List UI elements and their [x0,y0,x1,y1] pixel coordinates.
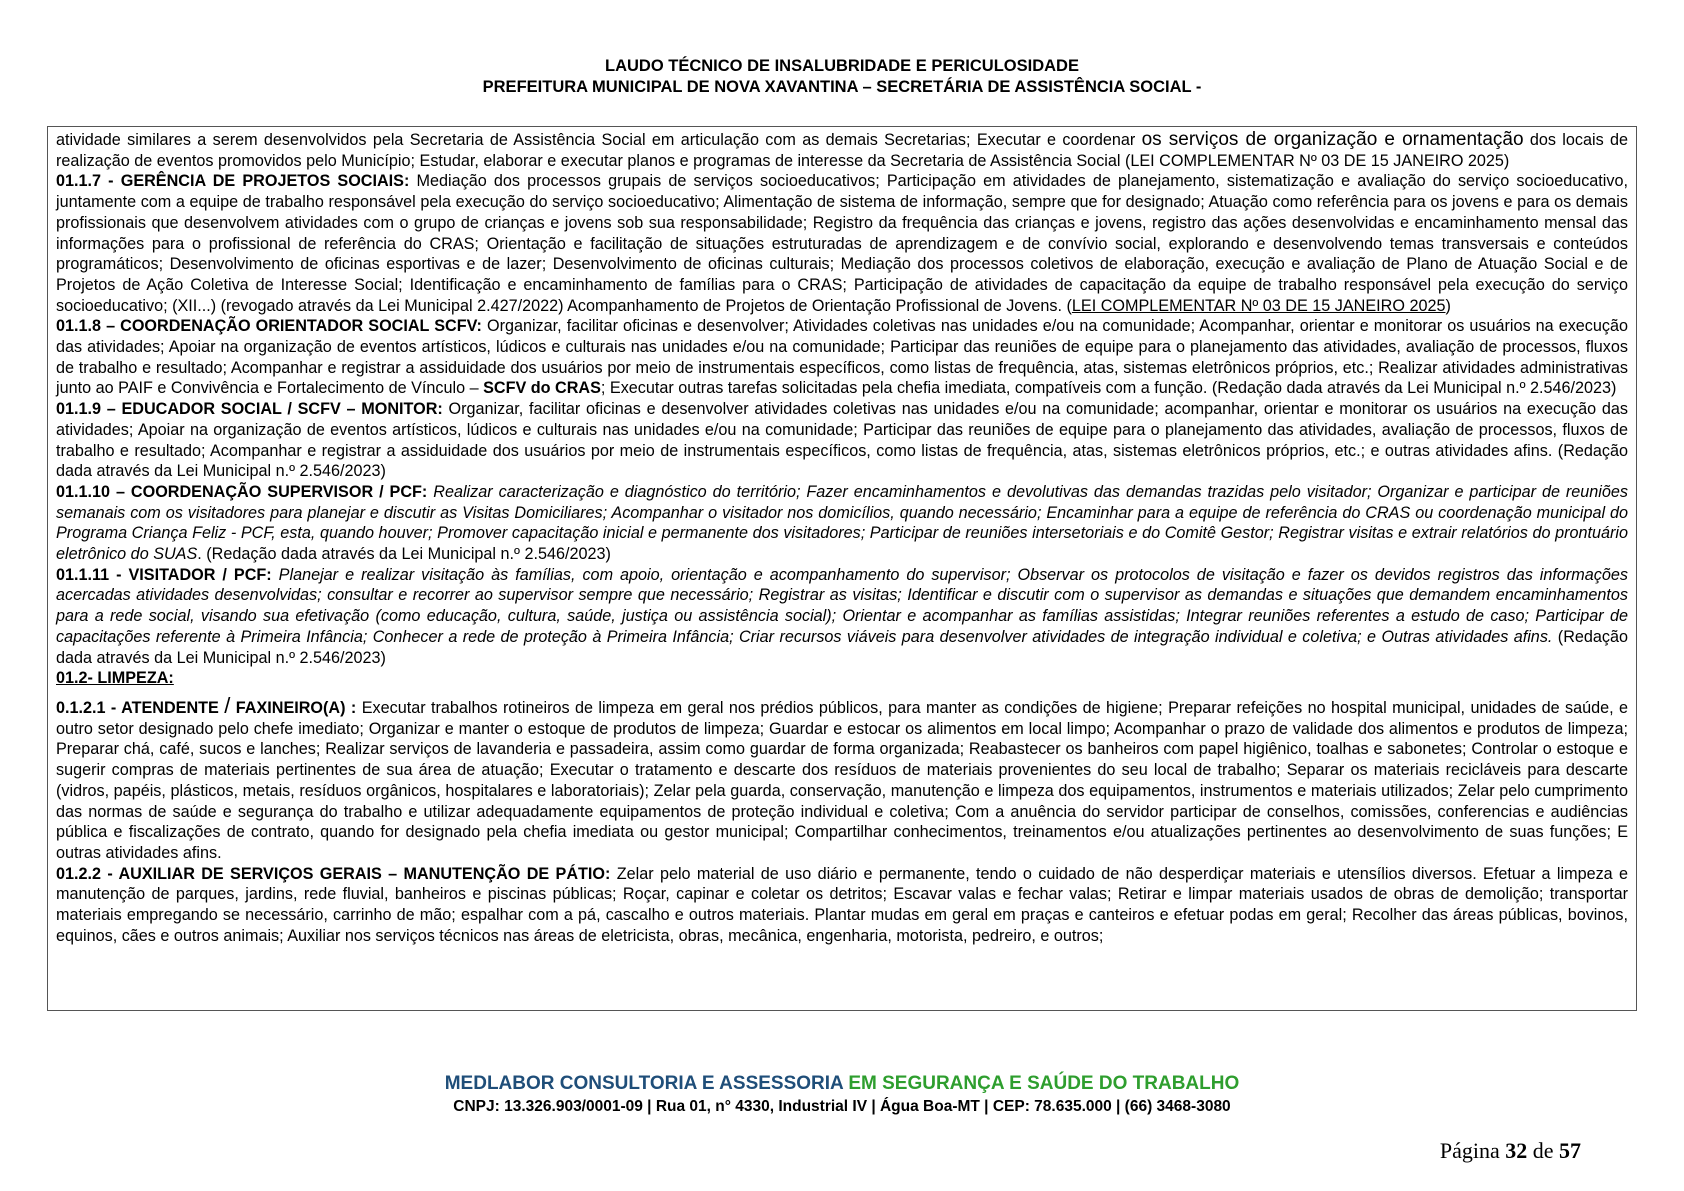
section-label: FAXINEIRO( [230,698,329,717]
section-01-2-2 [56,864,1628,947]
section-italic-text: Planejar e realizar visitação às famílias, com apoio, orientação e acompanhamento do supervisor; Observar os protocolos de visitação e fazer os devidos registros das informações acercadas atividades desenvolvidas; consultar e recorrer ao supervisor sempre que necessário; Registrar as visitas; Identificar e discutir com o supervisor as demandas e situações que demandem encaminhamentos para a rede social, visando sua efetivação (como educação, cultura, saúde, justiça ou assistência social); Orientar e acompanhar as famílias assistidas; Integrar reuniões referentes a estudo de caso; Participar de capacitações referente à Primeira Infância; Conhecer a rede de proteção à Primeira Infância; Criar recursos viáveis para desenvolver atividades de integração individual e coletiva; e Outras atividades afins. [56,565,1628,646]
section-text: Organizar, facilitar oficinas e desenvolver atividades coletivas nas unidades e/ou na comunidade; acompanhar, orientar e monitorar os usuários na execução das atividades; Apoiar na organização de eventos artísticos, lúdicos e culturais nas unidades e/ou na comunidade; Participar das reuniões de equipe para o planejamento das atividades, avaliação de processos, fluxos de trabalho e resultado; Acompanhar e registrar a assiduidade dos usuários por meio de instrumentais específicos, como listas de frequência, atas, sistemas eletrônicos próprios, etc.; e outras atividades afins. (Redação dada através da Lei Municipal n.º 2.546/2023) [56,400,1628,481]
section-text: Organizar, facilitar oficinas e desenvolver; Atividades coletivas nas unidades e/ou na comunidade; Acompanhar, orientar e monitorar os usuários na execução das atividades; Apoiar na organização de eventos artísticos, lúdicos e culturais nas unidades e/ou na comunidade; Participar das reuniões de equipe para o planejamento das atividades, avaliação de processos, fluxos de trabalho e resultado; Acompanhar e registrar a assiduidade dos usuários por meio de instrumentais específicos, como listas de frequência, atas, sistemas eletrônicos próprios, etc.; Realizar atividades administrativas junto ao PAIF e Convivência e Fortalecimento de Vínculo – [56,317,1628,398]
content-box [47,126,1637,1011]
section-text-end: ; Executar outras tarefas solicitadas pela chefia imediata, compatíveis com a função. (Redação dada através da Lei Municipal n.º 2.546/2023) [600,379,1617,398]
page-label: Página [1439,1138,1506,1163]
intro-text-large: os serviços de organização e ornamentação [1141,129,1524,150]
section-label: 01.1.11 - VISITADOR / PCF: [56,565,272,584]
company-name [0,1072,1684,1096]
document-header [0,56,1684,98]
section-01-1-11 [56,565,1628,669]
section-01-1-10 [56,482,1628,565]
section-01-1-7 [56,171,1628,316]
section-label: 0.1.2.1 - ATENDENTE [56,698,225,717]
section-heading-limpeza: 01.2- LIMPEZA: [56,669,174,688]
page-number [1440,1138,1581,1164]
report-title: LAUDO TÉCNICO DE INSALUBRIDADE E PERICULOSIDADE [605,57,1079,75]
section-text-end: ) [1445,296,1451,315]
document-footer [0,1072,1684,1118]
section-text: Executar trabalhos rotineiros de limpeza em geral nos prédios públicos, para manter as condições de higiene; Preparar refeições no hospital municipal, unidades de saúde, e outro setor designado pelo chefe imediato; Organizar e manter o estoque de produtos de limpeza; Guardar e estocar os alimentos em local limpo; Acompanhar o prazo de validade dos alimentos e produtos de limpeza; Preparar chá, café, sucos e lanches; Realizar serviços de lavanderia e passadeira, assim como guardar de forma organizada; Reabastecer os banheiros com papel higiênico, toalhas e sabonetes; Controlar o estoque e sugerir compras de materiais pertinentes de sua área de atuação; Executar o tratamento e descarte dos resíduos de materiais provenientes do seu local de trabalho; Separar os materiais recicláveis para descarte (vidros, papéis, plásticos, metais, resíduos orgânicos, hospitalares e laboratoriais); Zelar pela guarda, conservação, manutenção e limpeza dos equipamentos, instrumentos e materiais utilizados; Zelar pelo cumprimento das normas de saúde e segurança do trabalho e utilizar adequadamente equipamentos de proteção individual e coletiva; Com a anuência do servidor participar de conselhos, comissões, conferencias e audiências pública e fiscalizações de contrato, quando for designado pela chefia imediata ou gestor municipal; Compartilhar conhecimentos, treinamentos e/ou atualizações pertinentes ao desenvolvimento de suas funções; E outras atividades afins. [56,698,1628,862]
section-bold-text: SCFV do CRAS [483,379,601,398]
section-text-end: (Redação dada através da Lei Municipal n.º 2.546/2023) [56,627,1628,667]
section-text: Mediação dos processos grupais de serviços socioeducativos; Participação em atividades de planejamento, sistematização e avaliação do serviço socioeducativo, juntamente com a equipe de trabalho responsável pela execução do serviço socioeducativo; Alimentação de sistema de informação, sempre que for designado; Atuação como referência para os jovens e para os demais profissionais que desenvolvem atividades com o grupo de crianças e jovens sob sua responsabilidade; Registro da frequência das crianças e jovens, registro das ações desenvolvidas e encaminhamento mensal das informações para o profissional de referência do CRAS; Orientação e facilitação de situações estruturadas de aprendizagem e de convívio social, explorando e desenvolvendo temas transversais e conteúdos programáticos; Desenvolvimento de oficinas esportivas e de lazer; Desenvolvimento de oficinas culturais; Mediação dos processos coletivos de elaboração, execução e avaliação de Plano de Atuação Social e de Projetos de Ação Coletiva de Interesse Social; Identificação e encaminhamento de famílias para o CRAS; Participação de atividades de capacitação da equipe de trabalho responsável pela execução do serviço socioeducativo; (XII...) (revogado através da Lei Municipal 2.427/2022) Acompanhamento de Projetos de Orientação Profissional de Jovens. ( [56,172,1628,315]
page-total: 57 [1559,1138,1581,1163]
section-italic-text: Realizar caracterização e diagnóstico do território; Fazer encaminhamentos e devolutivas das demandas trazidas pelo visitador; Organizar e participar de reuniões semanais com os visitadores para planejar e discutir as Visitas Domiciliares; Acompanhar o visitador nos domicílios, quando necessário; Encaminhar para a equipe de referência do CRAS ou coordenação municipal do Programa Criança Feliz - PCF, esta, quando houver; Promover capacitação inicial e permanente dos visitadores; Participar de reuniões intersetoriais e do Comitê Gestor; Registrar visitas e extrair relatórios do prontuário eletrônico do SUAS [56,482,1628,564]
section-0-1-2-1 [56,692,1628,864]
section-label: A [328,698,341,717]
company-address: CNPJ: 13.326.903/0001-09 | Rua 01, n° 4330, Industrial IV | Água Boa-MT | CEP: 78.635.000 | (66) 3468-3080 [453,1098,1231,1115]
section-label-slash: / [224,692,231,718]
section-label: ) : [340,698,357,717]
section-text-end: . (Redação dada através da Lei Municipal n.º 2.546/2023) [197,545,611,564]
section-label: 01.1.10 – COORDENAÇÃO SUPERVISOR / PCF: [56,482,428,501]
page-of: de [1527,1138,1559,1163]
law-reference: LEI COMPLEMENTAR Nº 03 DE 15 JANEIRO 2025 [1071,296,1446,315]
section-label: 01.1.7 - GERÊNCIA DE PROJETOS SOCIAIS: [56,172,410,191]
section-label: 01.1.8 – COORDENAÇÃO ORIENTADOR SOCIAL SCFV: [56,317,482,336]
company-name-green: EM SEGURANÇA E SAÚDE DO TRABALHO [843,1073,1240,1094]
section-01-1-8 [56,316,1628,399]
intro-paragraph [56,130,1628,171]
section-label: 01.2.2 - AUXILIAR DE SERVIÇOS GERAIS – MANUTENÇÃO DE PÁTIO: [56,864,611,883]
intro-text-a: atividade similares a serem desenvolvidos pela Secretaria de Assistência Social em articulação com as demais Secretarias; Executar e coordenar [56,131,1142,149]
section-label: 01.1.9 – EDUCADOR SOCIAL / SCFV – MONITOR: [56,400,443,419]
company-name-blue: MEDLABOR CONSULTORIA E ASSESSORIA [444,1073,844,1094]
page-current: 32 [1505,1138,1528,1163]
report-subtitle: PREFEITURA MUNICIPAL DE NOVA XAVANTINA – SECRETÁRIA DE ASSISTÊNCIA SOCIAL - [482,78,1202,96]
section-text: Zelar pelo material de uso diário e permanente, tendo o cuidado de não desperdiçar materiais e utensílios diversos. Efetuar a limpeza e manutenção de parques, jardins, rede fluvial, banheiros e piscinas públicas; Roçar, capinar e coletar os detritos; Escavar valas e fechar valas; Retirar e limpar materiais usados de obras de demolição; transportar materiais empregando se necessário, carrinho de mão; espalhar com a pá, cascalho e outros materiais. Plantar mudas em geral em praças e canteiros e efetuar podas em geral; Recolher das áreas públicas, bovinos, equinos, cães e outros animais; Auxiliar nos serviços técnicos nas áreas de eletricista, obras, mecânica, engenharia, motorista, pedreiro, e outros; [56,864,1629,945]
section-01-1-9 [56,399,1628,482]
intro-text-c: dos locais de realização de eventos promovidos pelo Município; Estudar, elaborar e executar planos e programas de interesse da Secretaria de Assistência Social (LEI COMPLEMENTAR Nº 03 DE 15 JANEIRO 2025) [56,131,1629,170]
